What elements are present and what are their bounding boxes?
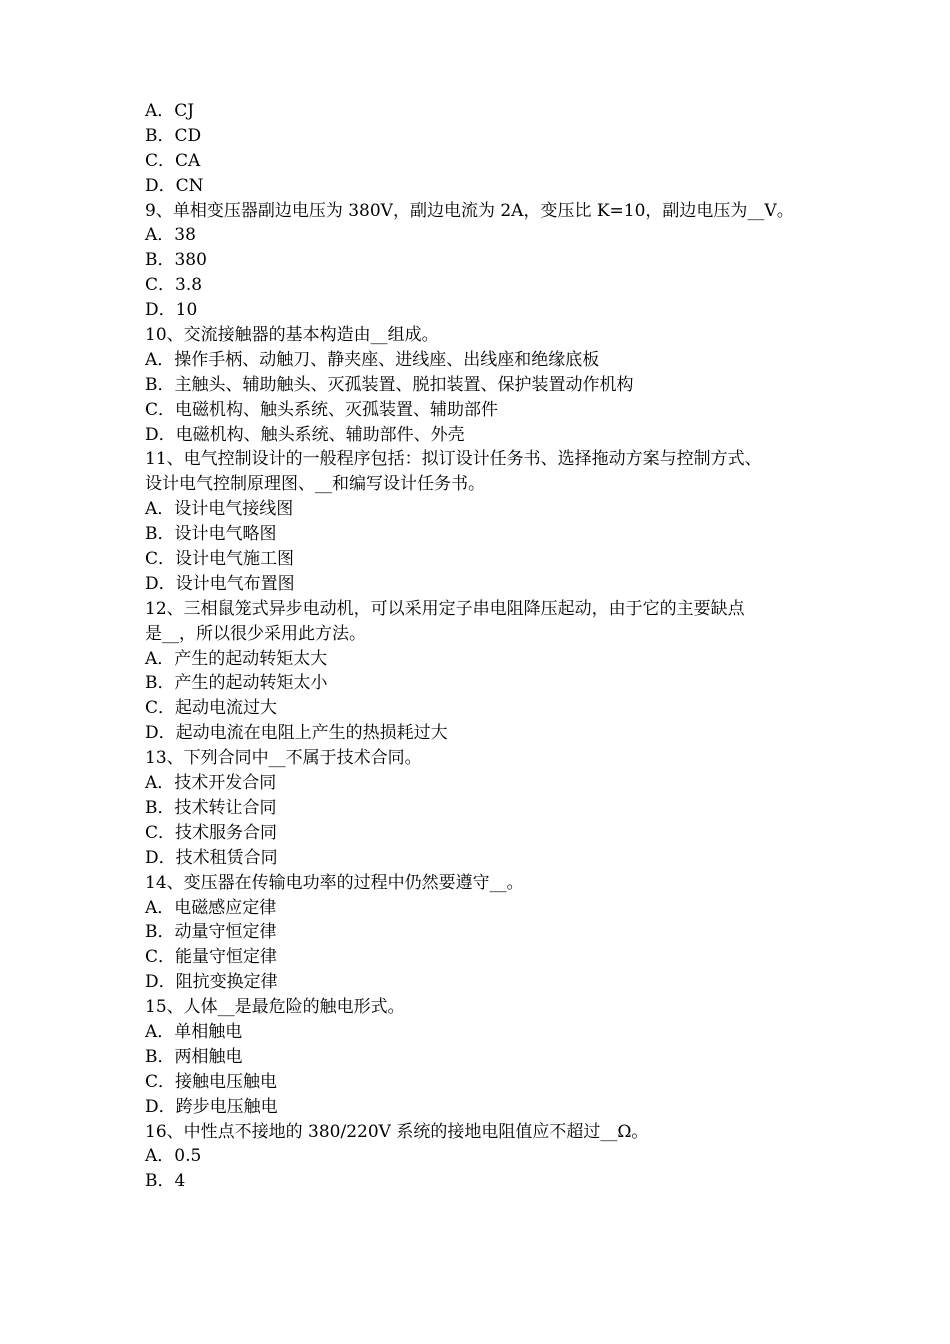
option-a: A．技术开发合同 [145, 773, 277, 794]
option-b: B．技术转让合同 [145, 797, 277, 818]
option-d: D．技术租赁合同 [145, 847, 278, 868]
question-11-line-1: 11、电气控制设计的一般程序包括：拟订设计任务书、选择拖动方案与控制方式、 [145, 449, 762, 470]
option-d: D．CN [145, 175, 204, 196]
option-a: A．产生的起动转矩太大 [145, 648, 328, 669]
option-b: B．CD [145, 125, 202, 146]
question-16: 16、中性点不接地的 380/220V 系统的接地电阻值应不超过__Ω。 [145, 1121, 649, 1142]
option-c: C．3.8 [145, 275, 203, 296]
option-c: C．电磁机构、触头系统、灭孤装置、辅助部件 [145, 399, 499, 420]
option-c: C．技术服务合同 [145, 822, 278, 843]
option-a: A．设计电气接线图 [145, 499, 294, 520]
option-c: C．CA [145, 150, 201, 171]
option-d: D．阻抗变换定律 [145, 972, 278, 993]
question-10: 10、交流接触器的基本构造由__组成。 [145, 325, 439, 346]
option-c: C．能量守恒定律 [145, 947, 278, 968]
question-12-line-2: 是__，所以很少采用此方法。 [145, 623, 366, 644]
option-a: A．CJ [145, 101, 195, 121]
option-c: C．接触电压触电 [145, 1071, 278, 1092]
question-14: 14、变压器在传输电功率的过程中仍然要遵守__。 [145, 872, 524, 893]
option-b: B．主触头、辅助触头、灭孤装置、脱扣装置、保护装置动作机构 [145, 374, 634, 395]
option-b: B．两相触电 [145, 1046, 243, 1067]
document-body [145, 99, 825, 1194]
question-11-line-2: 设计电气控制原理图、__和编写设计任务书。 [145, 474, 485, 495]
option-c: C．设计电气施工图 [145, 549, 295, 570]
option-b: B．动量守恒定律 [145, 922, 277, 943]
option-c: C．起动电流过大 [145, 698, 278, 719]
option-a: A．38 [145, 225, 196, 246]
option-a: A．0.5 [145, 1146, 202, 1167]
option-d: D．设计电气布置图 [145, 573, 295, 594]
option-d: D．跨步电压触电 [145, 1096, 278, 1117]
question-12-line-1: 12、三相鼠笼式异步电动机，可以采用定子串电阻降压起动，由于它的主要缺点 [145, 598, 745, 619]
option-d: D．10 [145, 300, 198, 321]
option-b: B．产生的起动转矩太小 [145, 673, 328, 694]
option-a: A．电磁感应定律 [145, 897, 277, 918]
option-d: D．起动电流在电阻上产生的热损耗过大 [145, 723, 448, 744]
option-d: D．电磁机构、触头系统、辅助部件、外壳 [145, 424, 465, 445]
option-b: B．380 [145, 250, 207, 271]
option-a: A．操作手柄、动触刀、静夹座、进线座、出线座和绝缘底板 [145, 349, 600, 370]
option-a: A．单相触电 [145, 1021, 243, 1042]
option-b: B．4 [145, 1171, 186, 1192]
option-b: B．设计电气略图 [145, 524, 277, 545]
question-13: 13、下列合同中__不属于技术合同。 [145, 748, 422, 769]
question-9: 9、单相变压器副边电压为 380V，副边电流为 2A，变压比 K=10，副边电压为__V。 [145, 200, 794, 221]
question-15: 15、人体__是最危险的触电形式。 [145, 997, 405, 1018]
